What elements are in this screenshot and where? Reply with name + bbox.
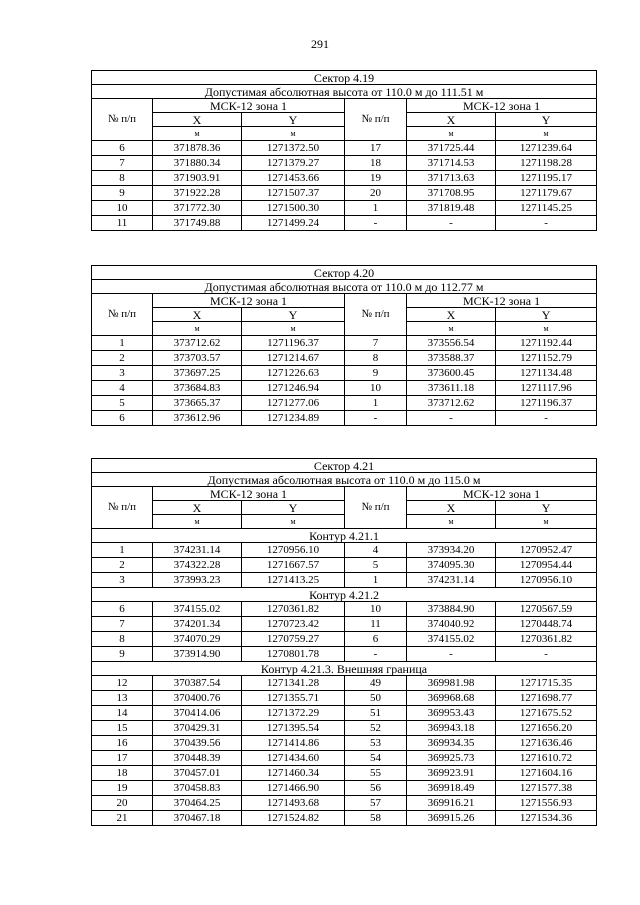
- table-cell: 5: [92, 396, 153, 411]
- sector-title: Сектор 4.20: [92, 266, 597, 280]
- header-row: [92, 113, 597, 127]
- table-cell: 1270361.82: [496, 632, 597, 647]
- height-range-row: [92, 280, 597, 294]
- unit-label: м: [496, 515, 597, 529]
- table-cell: -: [496, 411, 597, 426]
- table-cell: 1271610.72: [496, 751, 597, 766]
- table-cell: -: [345, 647, 407, 662]
- table-cell: 1271246.94: [242, 381, 345, 396]
- num-header: № п/п: [92, 487, 153, 529]
- sector-4-20-table: [91, 265, 597, 426]
- table-cell: 373914.90: [153, 647, 242, 662]
- table-cell: 9: [345, 366, 407, 381]
- table-row: [92, 751, 597, 766]
- table-cell: 19: [345, 171, 407, 186]
- table-cell: 371749.88: [153, 216, 242, 231]
- table-row: [92, 156, 597, 171]
- x-header: X: [153, 308, 242, 322]
- table-cell: 1271636.46: [496, 736, 597, 751]
- table-cell: 16: [92, 736, 153, 751]
- header-row: [92, 99, 597, 113]
- table-cell: 1270954.44: [496, 558, 597, 573]
- table-cell: 1270759.27: [242, 632, 345, 647]
- table-cell: 373665.37: [153, 396, 242, 411]
- table-row: [92, 602, 597, 617]
- x-header: X: [407, 501, 496, 515]
- table-cell: 373712.62: [407, 396, 496, 411]
- table-cell: 369981.98: [407, 676, 496, 691]
- table-cell: 8: [345, 351, 407, 366]
- table-cell: 1271604.16: [496, 766, 597, 781]
- table-cell: 1271534.36: [496, 811, 597, 826]
- table-cell: 1271152.79: [496, 351, 597, 366]
- table-cell: 10: [345, 602, 407, 617]
- contour-title-row: [92, 588, 597, 602]
- table-cell: 7: [92, 617, 153, 632]
- table-row: [92, 766, 597, 781]
- table-cell: 7: [92, 156, 153, 171]
- y-header: Y: [496, 113, 597, 127]
- table-cell: 1271413.25: [242, 573, 345, 588]
- table-cell: 2: [92, 351, 153, 366]
- table-cell: 1271372.50: [242, 141, 345, 156]
- unit-label: м: [407, 515, 496, 529]
- height-range-row: [92, 473, 597, 487]
- table-cell: 6: [92, 141, 153, 156]
- table-cell: 1: [92, 336, 153, 351]
- unit-label: м: [496, 322, 597, 336]
- table-cell: 1271341.28: [242, 676, 345, 691]
- table-cell: 1271196.37: [496, 396, 597, 411]
- table-cell: 17: [92, 751, 153, 766]
- table-row: [92, 336, 597, 351]
- table-cell: 374155.02: [407, 632, 496, 647]
- table-cell: 20: [92, 796, 153, 811]
- table-row: [92, 811, 597, 826]
- table-cell: 1: [345, 201, 407, 216]
- sector-title-row: [92, 459, 597, 473]
- table-cell: 1271196.37: [242, 336, 345, 351]
- table-cell: 53: [345, 736, 407, 751]
- table-row: [92, 396, 597, 411]
- unit-label: м: [242, 322, 345, 336]
- table-cell: 1270567.59: [496, 602, 597, 617]
- table-cell: 58: [345, 811, 407, 826]
- table-cell: 1271675.52: [496, 706, 597, 721]
- table-cell: 370457.01: [153, 766, 242, 781]
- msk-header: МСК-12 зона 1: [407, 487, 597, 501]
- table-cell: 10: [345, 381, 407, 396]
- table-cell: 1271226.63: [242, 366, 345, 381]
- x-header: X: [153, 501, 242, 515]
- table-cell: 374095.30: [407, 558, 496, 573]
- table-cell: 1271500.30: [242, 201, 345, 216]
- table-cell: 1271524.82: [242, 811, 345, 826]
- table-row: [92, 381, 597, 396]
- table-cell: 369915.26: [407, 811, 496, 826]
- table-cell: 1271198.28: [496, 156, 597, 171]
- table-cell: 1271715.35: [496, 676, 597, 691]
- sector-title-row: [92, 266, 597, 280]
- contour-title-row: [92, 662, 597, 676]
- table-cell: 371772.30: [153, 201, 242, 216]
- table-row: [92, 617, 597, 632]
- height-range: Допустимая абсолютная высота от 110.0 м до 112.77 м: [92, 280, 597, 294]
- table-cell: 1271414.86: [242, 736, 345, 751]
- table-cell: 373556.54: [407, 336, 496, 351]
- table-cell: 7: [345, 336, 407, 351]
- unit-row: [92, 127, 597, 141]
- table-cell: 1271145.25: [496, 201, 597, 216]
- table-cell: -: [345, 411, 407, 426]
- table-cell: 17: [345, 141, 407, 156]
- table-cell: 370458.83: [153, 781, 242, 796]
- msk-header: МСК-12 зона 1: [153, 99, 345, 113]
- num-header: № п/п: [92, 99, 153, 141]
- sector-4-19-table: [91, 70, 597, 231]
- unit-row: [92, 322, 597, 336]
- table-row: [92, 558, 597, 573]
- table-cell: 1271355.71: [242, 691, 345, 706]
- num-header: № п/п: [345, 294, 407, 336]
- table-cell: 1: [92, 543, 153, 558]
- table-cell: 51: [345, 706, 407, 721]
- table-cell: 1271453.66: [242, 171, 345, 186]
- table-cell: 370387.54: [153, 676, 242, 691]
- table-row: [92, 736, 597, 751]
- table-row: [92, 796, 597, 811]
- table-cell: 370439.56: [153, 736, 242, 751]
- table-cell: 373993.23: [153, 573, 242, 588]
- table-cell: 373611.18: [407, 381, 496, 396]
- table-cell: 11: [345, 617, 407, 632]
- table-cell: 6: [92, 602, 153, 617]
- table-cell: 49: [345, 676, 407, 691]
- table-cell: 1271434.60: [242, 751, 345, 766]
- table-cell: 5: [345, 558, 407, 573]
- table-cell: 370448.39: [153, 751, 242, 766]
- height-range: Допустимая абсолютная высота от 110.0 м до 115.0 м: [92, 473, 597, 487]
- table-cell: 1271117.96: [496, 381, 597, 396]
- table-cell: 370467.18: [153, 811, 242, 826]
- table-cell: 9: [92, 186, 153, 201]
- table-row: [92, 543, 597, 558]
- table-row: [92, 691, 597, 706]
- table-cell: 1270801.78: [242, 647, 345, 662]
- unit-label: м: [242, 515, 345, 529]
- table-cell: 374155.02: [153, 602, 242, 617]
- table-cell: -: [496, 216, 597, 231]
- table-cell: -: [407, 216, 496, 231]
- x-header: X: [407, 113, 496, 127]
- unit-label: м: [407, 127, 496, 141]
- height-range-row: [92, 85, 597, 99]
- table-cell: 12: [92, 676, 153, 691]
- sector-4-21-table: [91, 458, 597, 826]
- table-cell: 15: [92, 721, 153, 736]
- table-cell: 373588.37: [407, 351, 496, 366]
- contour-title: Контур 4.21.2: [92, 588, 597, 602]
- y-header: Y: [242, 308, 345, 322]
- table-cell: 369968.68: [407, 691, 496, 706]
- table-cell: 4: [92, 381, 153, 396]
- table-row: [92, 573, 597, 588]
- table-cell: 6: [92, 411, 153, 426]
- table-cell: 371725.44: [407, 141, 496, 156]
- table-cell: 373703.57: [153, 351, 242, 366]
- table-cell: 18: [92, 766, 153, 781]
- table-cell: -: [407, 411, 496, 426]
- header-row: [92, 308, 597, 322]
- table-row: [92, 171, 597, 186]
- unit-label: м: [153, 127, 242, 141]
- table-cell: 1271577.38: [496, 781, 597, 796]
- table-cell: 10: [92, 201, 153, 216]
- table-cell: 20: [345, 186, 407, 201]
- table-cell: 371708.95: [407, 186, 496, 201]
- num-header: № п/п: [345, 99, 407, 141]
- table-cell: 369953.43: [407, 706, 496, 721]
- table-cell: 370464.25: [153, 796, 242, 811]
- table-cell: 373712.62: [153, 336, 242, 351]
- table-cell: 1270448.74: [496, 617, 597, 632]
- table-cell: 1270361.82: [242, 602, 345, 617]
- table-cell: 1271277.06: [242, 396, 345, 411]
- table-cell: 369918.49: [407, 781, 496, 796]
- table-cell: 371819.48: [407, 201, 496, 216]
- table-cell: 374201.34: [153, 617, 242, 632]
- table-cell: 374231.14: [153, 543, 242, 558]
- table-cell: 19: [92, 781, 153, 796]
- table-cell: -: [407, 647, 496, 662]
- table-row: [92, 351, 597, 366]
- table-cell: 1271556.93: [496, 796, 597, 811]
- table-cell: 54: [345, 751, 407, 766]
- table-cell: 1271239.64: [496, 141, 597, 156]
- table-cell: 373697.25: [153, 366, 242, 381]
- table-cell: 8: [92, 171, 153, 186]
- y-header: Y: [496, 308, 597, 322]
- table-cell: 8: [92, 632, 153, 647]
- table-cell: 371714.53: [407, 156, 496, 171]
- table-cell: 50: [345, 691, 407, 706]
- table-row: [92, 366, 597, 381]
- table-cell: 370400.76: [153, 691, 242, 706]
- contour-title: Контур 4.21.1: [92, 529, 597, 543]
- table-cell: 1271372.29: [242, 706, 345, 721]
- sector-title: Сектор 4.21: [92, 459, 597, 473]
- table-cell: 371713.63: [407, 171, 496, 186]
- table-cell: 371922.28: [153, 186, 242, 201]
- table-cell: 369923.91: [407, 766, 496, 781]
- table-cell: -: [345, 216, 407, 231]
- table-row: [92, 186, 597, 201]
- table-cell: 371903.91: [153, 171, 242, 186]
- table-cell: 1271179.67: [496, 186, 597, 201]
- msk-header: МСК-12 зона 1: [407, 294, 597, 308]
- table-cell: 1270956.10: [496, 573, 597, 588]
- msk-header: МСК-12 зона 1: [153, 487, 345, 501]
- table-cell: 1271379.27: [242, 156, 345, 171]
- table-cell: 1271499.24: [242, 216, 345, 231]
- table-cell: 3: [92, 366, 153, 381]
- table-cell: 1271214.67: [242, 351, 345, 366]
- y-header: Y: [496, 501, 597, 515]
- header-row: [92, 294, 597, 308]
- height-range: Допустимая абсолютная высота от 110.0 м до 111.51 м: [92, 85, 597, 99]
- header-row: [92, 487, 597, 501]
- table-cell: 370429.31: [153, 721, 242, 736]
- table-row: [92, 706, 597, 721]
- table-cell: 374070.29: [153, 632, 242, 647]
- table-cell: 18: [345, 156, 407, 171]
- table-cell: 369943.18: [407, 721, 496, 736]
- table-row: [92, 201, 597, 216]
- unit-label: м: [153, 322, 242, 336]
- table-cell: 369925.73: [407, 751, 496, 766]
- table-cell: 1: [345, 396, 407, 411]
- table-row: [92, 647, 597, 662]
- table-cell: 1270956.10: [242, 543, 345, 558]
- table-cell: 57: [345, 796, 407, 811]
- table-row: [92, 721, 597, 736]
- table-row: [92, 632, 597, 647]
- sector-title: Сектор 4.19: [92, 71, 597, 85]
- table-row: [92, 676, 597, 691]
- table-cell: 373600.45: [407, 366, 496, 381]
- table-cell: 55: [345, 766, 407, 781]
- table-cell: 1271507.37: [242, 186, 345, 201]
- table-cell: 1271667.57: [242, 558, 345, 573]
- table-cell: 2: [92, 558, 153, 573]
- y-header: Y: [242, 501, 345, 515]
- table-cell: 14: [92, 706, 153, 721]
- table-cell: 1: [345, 573, 407, 588]
- msk-header: МСК-12 зона 1: [407, 99, 597, 113]
- unit-label: м: [496, 127, 597, 141]
- msk-header: МСК-12 зона 1: [153, 294, 345, 308]
- table-cell: 1271698.77: [496, 691, 597, 706]
- contour-title: Контур 4.21.3. Внешняя граница: [92, 662, 597, 676]
- table-cell: 1271493.68: [242, 796, 345, 811]
- table-row: [92, 216, 597, 231]
- table-cell: 371880.34: [153, 156, 242, 171]
- table-cell: 56: [345, 781, 407, 796]
- table-cell: 374322.28: [153, 558, 242, 573]
- table-cell: 1271195.17: [496, 171, 597, 186]
- table-cell: 13: [92, 691, 153, 706]
- unit-label: м: [407, 322, 496, 336]
- unit-row: [92, 515, 597, 529]
- table-cell: 1271395.54: [242, 721, 345, 736]
- x-header: X: [153, 113, 242, 127]
- table-row: [92, 781, 597, 796]
- x-header: X: [407, 308, 496, 322]
- table-cell: 1270952.47: [496, 543, 597, 558]
- table-cell: 1271234.89: [242, 411, 345, 426]
- table-cell: 374040.92: [407, 617, 496, 632]
- table-cell: -: [496, 647, 597, 662]
- table-cell: 4: [345, 543, 407, 558]
- table-cell: 373884.90: [407, 602, 496, 617]
- table-cell: 11: [92, 216, 153, 231]
- unit-label: м: [242, 127, 345, 141]
- table-cell: 9: [92, 647, 153, 662]
- table-cell: 1271460.34: [242, 766, 345, 781]
- num-header: № п/п: [92, 294, 153, 336]
- table-cell: 1271466.90: [242, 781, 345, 796]
- table-cell: 1271656.20: [496, 721, 597, 736]
- header-row: [92, 501, 597, 515]
- contour-title-row: [92, 529, 597, 543]
- table-cell: 6: [345, 632, 407, 647]
- unit-label: м: [153, 515, 242, 529]
- table-cell: 3: [92, 573, 153, 588]
- y-header: Y: [242, 113, 345, 127]
- table-row: [92, 141, 597, 156]
- table-cell: 21: [92, 811, 153, 826]
- sector-title-row: [92, 71, 597, 85]
- table-cell: 52: [345, 721, 407, 736]
- table-cell: 1271192.44: [496, 336, 597, 351]
- table-cell: 370414.06: [153, 706, 242, 721]
- table-cell: 369916.21: [407, 796, 496, 811]
- table-row: [92, 411, 597, 426]
- table-cell: 373934.20: [407, 543, 496, 558]
- table-cell: 369934.35: [407, 736, 496, 751]
- table-cell: 1270723.42: [242, 617, 345, 632]
- table-cell: 373684.83: [153, 381, 242, 396]
- table-cell: 373612.96: [153, 411, 242, 426]
- table-cell: 374231.14: [407, 573, 496, 588]
- page-number: 291: [311, 37, 329, 51]
- num-header: № п/п: [345, 487, 407, 529]
- table-cell: 1271134.48: [496, 366, 597, 381]
- table-cell: 371878.36: [153, 141, 242, 156]
